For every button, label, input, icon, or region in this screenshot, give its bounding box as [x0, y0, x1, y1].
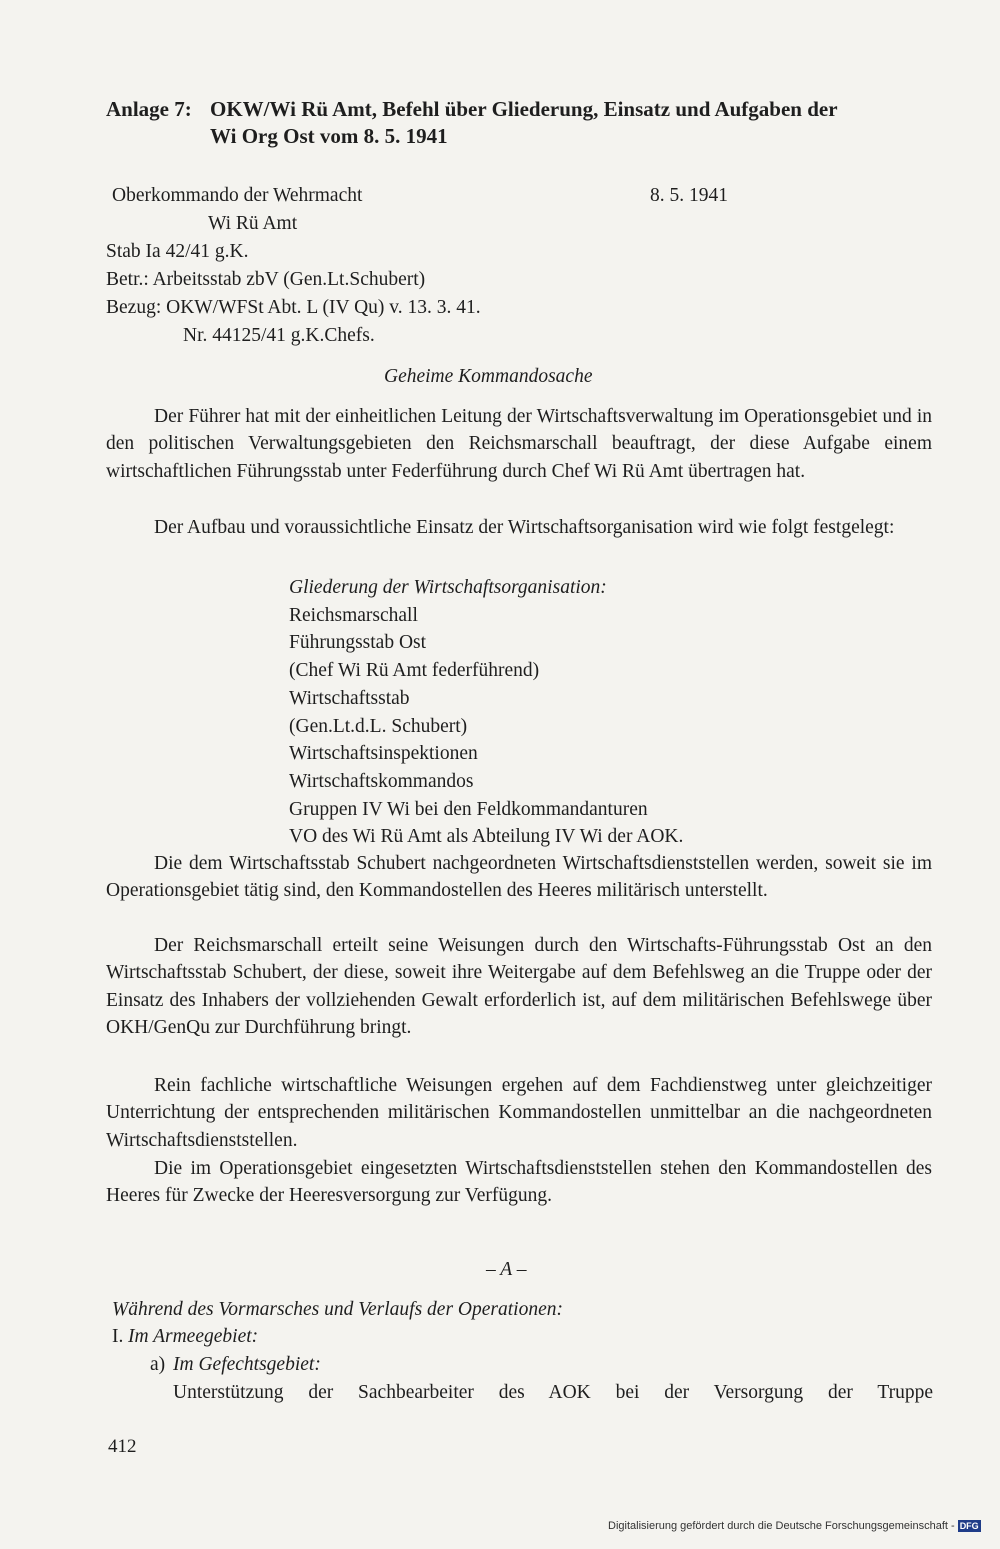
paragraph-5: Rein fachliche wirtschaftliche Weisungen ergehen auf dem Fachdienstweg unter gleichzeitiger Unterrichtung der entsprechenden militärischen Kommandostellen unmittelbar an die nachgeordneten Wirtschaftsdienststellen. — [106, 1075, 932, 1151]
subsection-2-number: a) — [150, 1354, 166, 1375]
document-heading — [106, 96, 936, 150]
page-number: 412 — [108, 1436, 137, 1457]
paragraph-4: Der Reichsmarschall erteilt seine Weisungen durch den Wirtschafts-Führungsstab Ost an den Wirtschaftsstab Schubert, der diese, soweit ihre Weitergabe auf dem Befehlsweg an die Truppe oder der Einsatz des Inhabers der vollziehenden Gewalt erforderlich ist, auf dem militärischen Befehlswege über OKH/GenQu zur Durchführung bringt. — [106, 935, 932, 1038]
paragraph-2: Der Aufbau und voraussichtliche Einsatz der Wirtschaftsorganisation wird wie folgt festgelegt: — [154, 517, 895, 538]
heading-line-2: Wi Org Ost vom 8. 5. 1941 — [210, 124, 448, 148]
sender-line-1: Oberkommando der Wehrmacht — [112, 185, 363, 206]
paragraph-6: Die im Operationsgebiet eingesetzten Wirtschaftsdienststellen stehen den Kommandostellen des Heeres für Zwecke der Heeresversorgung zur Verfügung. — [106, 1158, 932, 1207]
organisation-item: VO des Wi Rü Amt als Abteilung IV Wi der AOK. — [289, 826, 684, 848]
paragraph-1: Der Führer hat mit der einheitlichen Leitung der Wirtschaftsverwaltung im Operationsgebiet und in den politischen Verwaltungsgebieten den Reichsmarschall beauftragt, der diese Aufgabe einem wirtschaftlichen Führungsstab unter Federführung durch Chef Wi Rü Amt übertragen hat. — [106, 406, 932, 482]
subsection-1-title: Im Armeegebiet: — [128, 1326, 259, 1347]
section-title: Während des Vormarsches und Verlaufs der Operationen: — [112, 1299, 563, 1320]
organisation-item: (Gen.Lt.d.L. Schubert) — [289, 715, 468, 737]
subject-line: Betr.: Arbeitsstab zbV (Gen.Lt.Schubert) — [106, 269, 426, 290]
classification-label: Geheime Kommandosache — [384, 366, 593, 387]
reference-number-2: Nr. 44125/41 g.K.Chefs. — [183, 325, 375, 346]
letter-date: 8. 5. 1941 — [650, 185, 728, 206]
organisation-title: Gliederung der Wirtschaftsorganisation: — [289, 577, 607, 598]
organisation-item: Gruppen IV Wi bei den Feldkommandanturen — [289, 798, 648, 820]
subsection-2-title: Im Gefechtsgebiet: — [173, 1354, 321, 1375]
section-marker: – A – — [486, 1259, 527, 1280]
subsection-1-number: I. — [112, 1326, 124, 1347]
organisation-item: Wirtschaftskommandos — [289, 770, 474, 792]
dfg-logo: DFG — [959, 1521, 979, 1532]
organisation-list — [289, 574, 683, 851]
organisation-item: Wirtschaftsinspektionen — [289, 743, 478, 765]
annex-label: Anlage 7: — [106, 97, 192, 121]
subsection-text: Unterstützung der Sachbearbeiter des AOK bei der Versorgung der Truppe — [173, 1382, 933, 1403]
paragraph-3: Die dem Wirtschaftsstab Schubert nachgeordneten Wirtschaftsdienststellen werden, soweit sie im Operationsgebiet tätig sind, den Kommandostellen des Heeres militärisch unterstellt. — [106, 853, 932, 902]
heading-line-1: OKW/Wi Rü Amt, Befehl über Gliederung, Einsatz und Aufgaben der — [210, 97, 838, 121]
organisation-item: Reichsmarschall — [289, 604, 418, 626]
organisation-item: (Chef Wi Rü Amt federführend) — [289, 660, 540, 682]
funding-text: Digitalisierung gefördert durch die Deutsche Forschungsgemeinschaft - — [608, 1520, 955, 1532]
organisation-item: Führungsstab Ost — [289, 632, 427, 654]
sender-line-2: Wi Rü Amt — [208, 213, 298, 234]
organisation-item: Wirtschaftsstab — [289, 687, 410, 709]
reference-number: Stab Ia 42/41 g.K. — [106, 241, 249, 262]
funding-footer — [608, 1520, 981, 1532]
reference-line: Bezug: OKW/WFSt Abt. L (IV Qu) v. 13. 3. 41. — [106, 297, 481, 318]
